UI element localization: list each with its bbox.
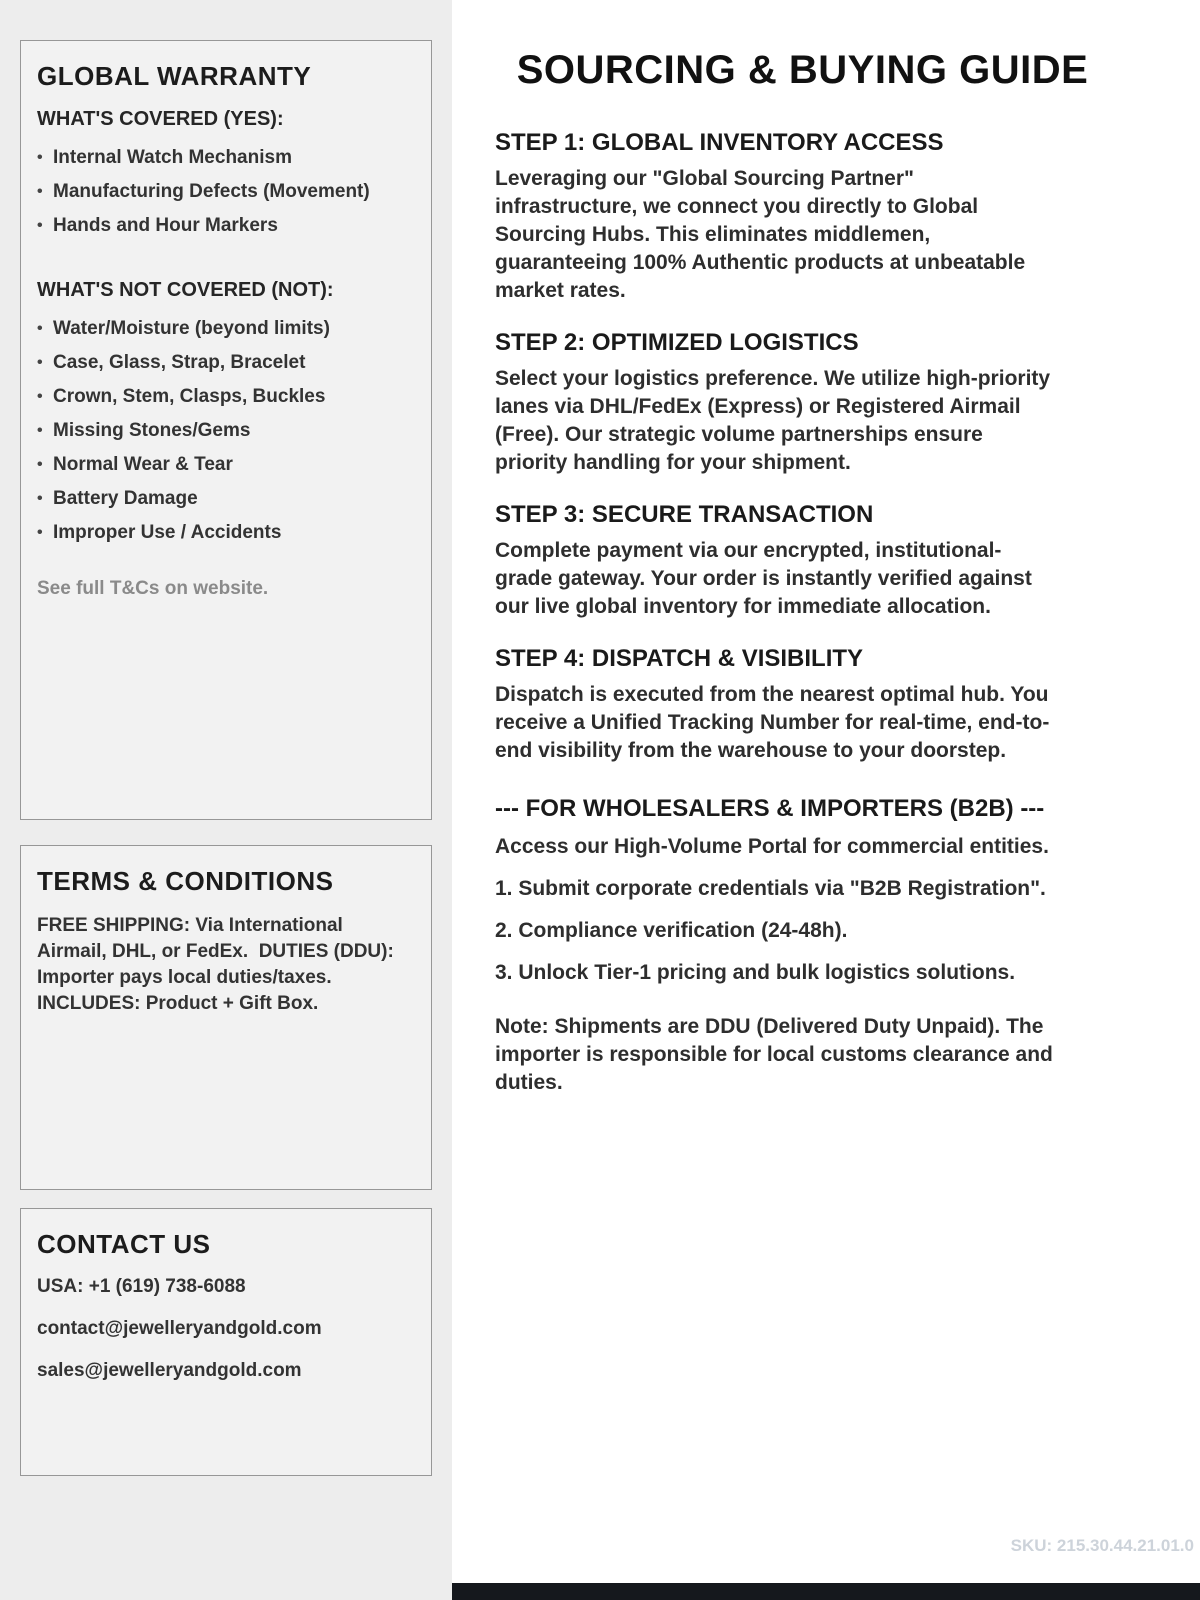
step-3-body: Complete payment via our encrypted, institutional-grade gateway. Your order is instantly verified against our live global inventory for immediate allocation. [495,539,1032,618]
step-2-heading: STEP 2: OPTIMIZED LOGISTICS [495,329,859,356]
step-3 [495,501,1055,621]
bottom-bar [452,1583,1200,1600]
terms-panel [20,845,432,1190]
terms-title: TERMS & CONDITIONS [37,866,334,896]
list-item: • Hands and Hour Markers [37,209,415,243]
main-content [452,0,1200,1600]
list-item: • Water/Moisture (beyond limits) [37,312,415,346]
covered-list [37,141,415,243]
not-covered-list [37,312,415,550]
contact-email-sales: sales@jewelleryandgold.com [37,1360,302,1381]
list-item: • Normal Wear & Tear [37,448,415,482]
list-item: • Missing Stones/Gems [37,414,415,448]
step-4-body: Dispatch is executed from the nearest optimal hub. You receive a Unified Tracking Number for real-time, end-to-end visibility from the warehouse to your doorstep. [495,683,1050,762]
step-1-body: Leveraging our "Global Sourcing Partner" infrastructure, we connect you directly to Global Sourcing Hubs. This eliminates middlemen, guaranteeing 100% Authentic products at unbeatable market rates. [495,167,1026,302]
page-title: SOURCING & BUYING GUIDE [516,48,1089,92]
b2b-item-1: 1. Submit corporate credentials via "B2B Registration". [495,877,1046,900]
list-item: • Case, Glass, Strap, Bracelet [37,346,415,380]
step-2 [495,329,1055,477]
step-3-heading: STEP 3: SECURE TRANSACTION [495,501,874,528]
b2b-intro: Access our High-Volume Portal for commercial entities. [495,835,1049,858]
sidebar [0,0,452,1600]
not-covered-heading: WHAT'S NOT COVERED (NOT): [37,279,334,301]
step-2-body: Select your logistics preference. We utilize high-priority lanes via DHL/FedEx (Express) or Registered Airmail (Free). Our strategic volume partnerships ensure priority handling for your shipment. [495,367,1051,474]
step-4-heading: STEP 4: DISPATCH & VISIBILITY [495,645,864,672]
sku-label: SKU: 215.30.44.21.01.0 [1010,1536,1194,1555]
b2b-item-2: 2. Compliance verification (24-48h). [495,919,848,942]
warranty-title: GLOBAL WARRANTY [37,61,312,91]
covered-heading: WHAT'S COVERED (YES): [37,108,284,130]
list-item: • Internal Watch Mechanism [37,141,415,175]
terms-body: FREE SHIPPING: Via International Airmail, DHL, or FedEx. DUTIES (DDU): Importer pays local duties/taxes. INCLUDES: Product + Gift Box. [37,915,400,1014]
step-4 [495,645,1055,765]
step-1 [495,129,1055,305]
list-item: • Improper Use / Accidents [37,516,415,550]
b2b-item-3: 3. Unlock Tier-1 pricing and bulk logistics solutions. [495,961,1016,984]
step-1-heading: STEP 1: GLOBAL INVENTORY ACCESS [495,129,944,156]
contact-phone: USA: +1 (619) 738-6088 [37,1276,246,1297]
contact-title: CONTACT US [37,1229,211,1259]
b2b-note: Note: Shipments are DDU (Delivered Duty Unpaid). The importer is responsible for local customs clearance and duties. [495,1015,1053,1094]
list-item: • Crown, Stem, Clasps, Buckles [37,380,415,414]
global-warranty-panel [20,40,432,820]
list-item: • Battery Damage [37,482,415,516]
contact-panel [20,1208,432,1476]
warranty-footnote: See full T&Cs on website. [37,578,269,599]
list-item: • Manufacturing Defects (Movement) [37,175,415,209]
b2b-heading: --- FOR WHOLESALERS & IMPORTERS (B2B) --- [495,795,1045,822]
contact-email-primary: contact@jewelleryandgold.com [37,1318,322,1339]
b2b-section [495,795,1095,1097]
